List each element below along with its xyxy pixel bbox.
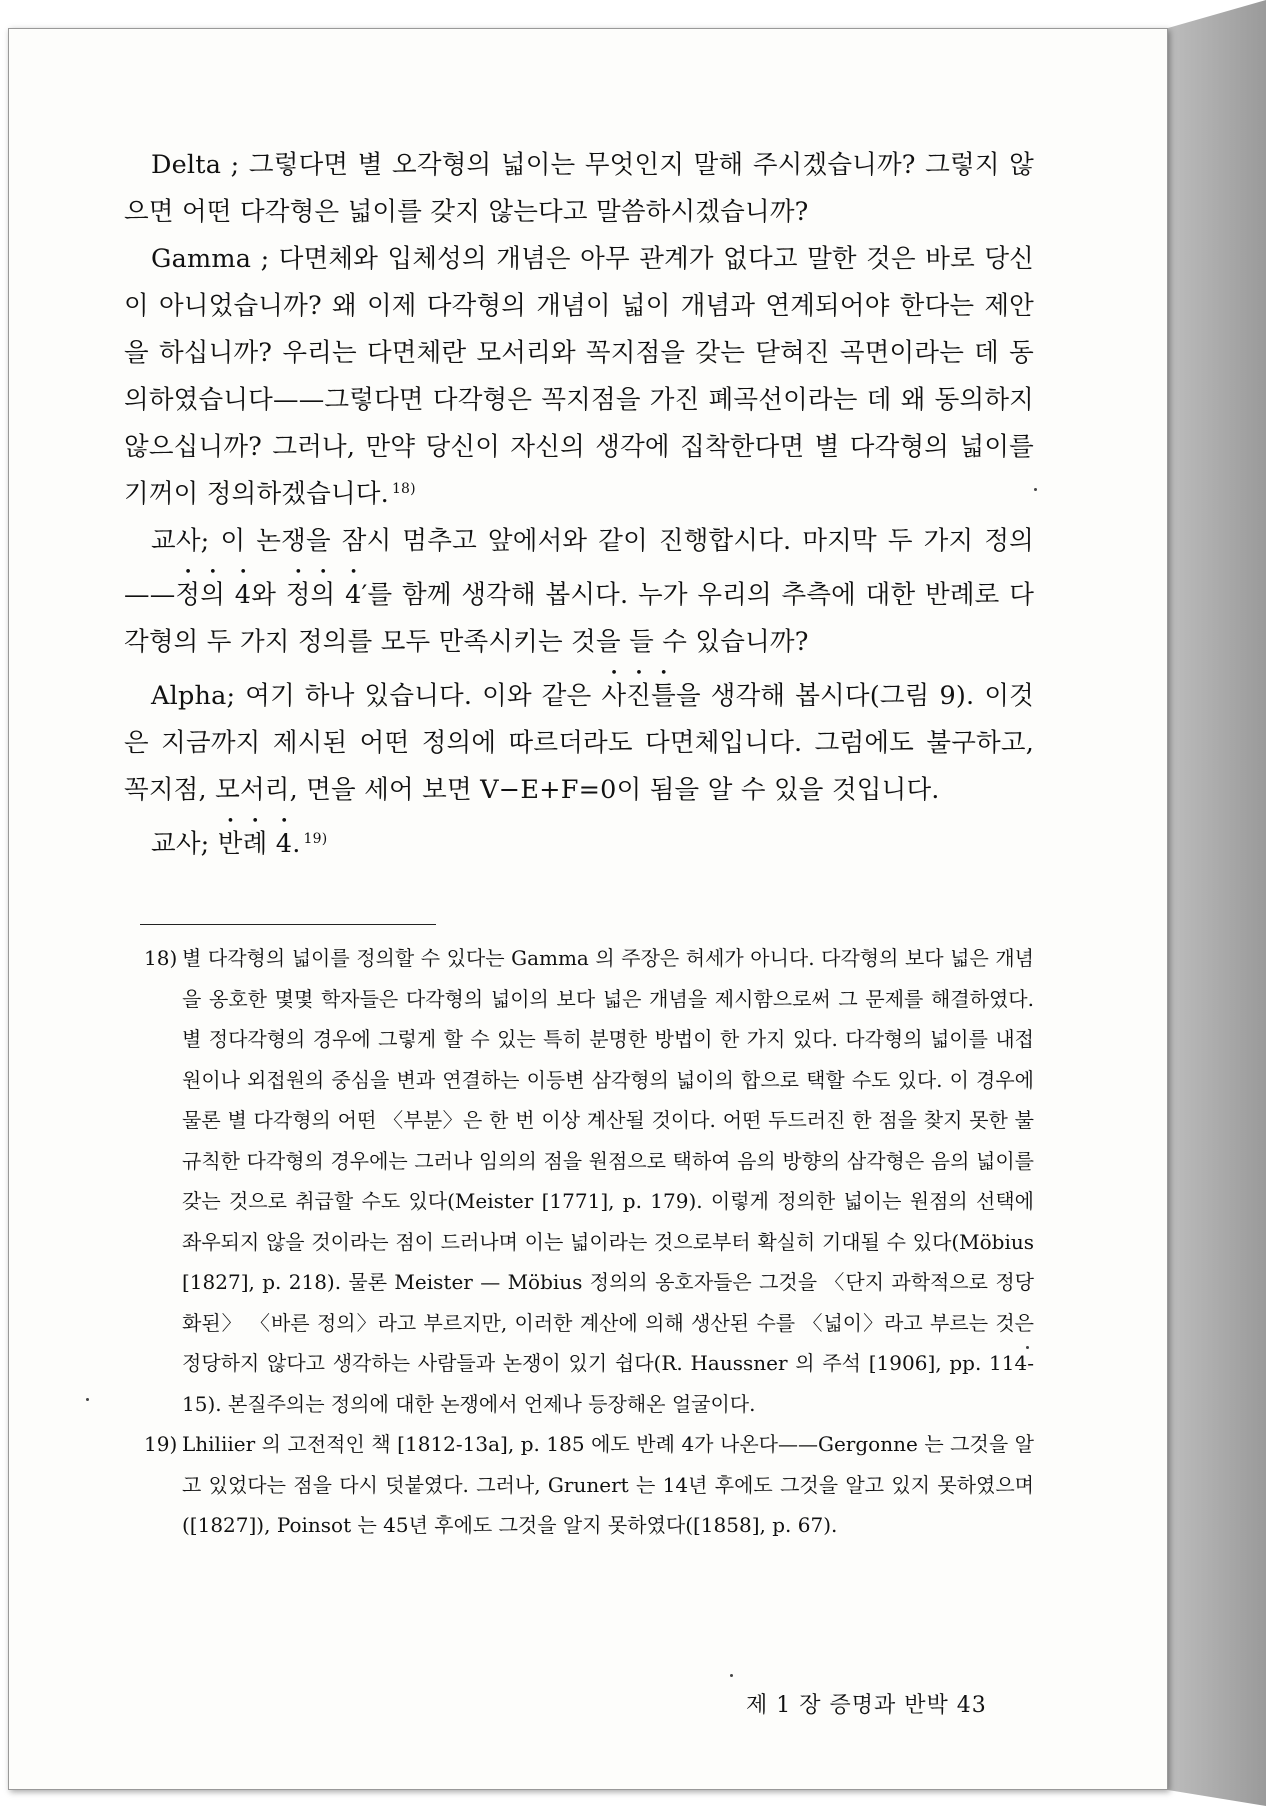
emphasis-text: 4 — [234, 580, 252, 610]
paragraph-alpha — [124, 666, 1034, 814]
emphasis-text: 반례 4 — [217, 829, 293, 859]
dialogue-text: ; 여기 하나 있습니다. 이와 같은 — [226, 681, 602, 711]
emphasis-text: 정의 — [175, 580, 226, 610]
footnote-number: 19) — [144, 1432, 178, 1456]
scan-speck — [1034, 488, 1037, 491]
running-footer — [746, 1688, 987, 1719]
speaker-label: Gamma — [151, 244, 252, 274]
scan-speck — [86, 1398, 89, 1401]
footnote-number: 18) — [144, 946, 178, 970]
speaker-label: Delta — [151, 150, 222, 180]
paragraph-teacher-1 — [124, 518, 1034, 666]
footnote-ref: 19) — [303, 830, 328, 847]
footnote-ref: 18) — [391, 480, 416, 497]
dialogue-text: 를 함께 생각해 봅시다. 누가 우리의 추측에 대한 반례로 다각형의 두 가지 정의를 모두 만족시키는 것을 들 수 있습니까? — [124, 580, 1035, 657]
dialogue-text: ; — [200, 829, 218, 859]
main-text — [124, 142, 1034, 868]
speaker-label: Alpha — [151, 681, 227, 711]
dialogue-text: 을 생각해 봅시다(그림 9). 이것은 지금까지 제시된 어떤 정의에 따르더라도 다면체입니다. 그럼에도 불구하고, 꼭지점, 모서리, 면을 세어 보면 V−E+F=0이 됨을 알 수 있을 것입니다. — [124, 681, 1034, 805]
emphasis-text: 4′ — [345, 580, 368, 610]
emphasis-text: 정의 — [285, 580, 336, 610]
paragraph-delta — [124, 142, 1034, 236]
page-number: 43 — [956, 1693, 987, 1718]
dialogue-text: . — [292, 829, 301, 859]
scan-speck — [730, 1674, 733, 1677]
speaker-label: 교사 — [151, 829, 201, 859]
emphasis-text: 사진틀 — [601, 681, 676, 711]
footnote-18 — [144, 938, 1034, 1424]
paragraph-teacher-2 — [124, 814, 1034, 868]
footnote-text: Lhiliier 의 고전적인 책 [1812-13a], p. 185 에도 반례 4가 나온다——Gergonne 는 그것을 알고 있었다는 점을 다시 덧붙였다. 그러나, Grunert 는 14년 후에도 그것을 알고 있지 못하였으며([1827]), Poinsot 는 45년 후에도 그것을 알지 못하였다([1858], p. 67). — [182, 1432, 1034, 1537]
dialogue-text — [335, 580, 345, 610]
footnote-19 — [144, 1424, 1034, 1546]
footnote-divider — [140, 924, 436, 925]
footnote-text: 별 다각형의 넓이를 정의할 수 있다는 Gamma 의 주장은 허세가 아니다. 다각형의 보다 넓은 개념을 옹호한 몇몇 학자들은 다각형의 넓이의 보다 넓은 개념을 제시함으로써 그 문제를 해결하였다. 별 정다각형의 경우에 그렇게 할 수 있는 특히 분명한 방법이 한 가지 있다. 다각형의 넓이를 내접원이나 외접원의 중심을 변과 연결하는 이등변 삼각형의 넓이의 합으로 택할 수도 있다. 이 경우에 물론 별 다각형의 어떤 〈부분〉은 한 번 이상 계산될 것이다. 어떤 두드러진 한 점을 찾지 못한 불규칙한 다각형의 경우에는 그러나 임의의 점을 원점으로 택하여 음의 방향의 삼각형은 음의 넓이를 갖는 것으로 취급할 수도 있다(Meister [1771], p. 179). 이렇게 정의한 넓이는 원점의 선택에 좌우되지 않을 것이라는 점이 드러나며 이는 넓이라는 것으로부터 확실히 기대될 수 있다(Möbius [1827], p. 218). 물론 Meister — Möbius 정의의 옹호자들은 그것을 〈단지 과학적으로 정당화된〉 〈바른 정의〉라고 부르지만, 이러한 계산에 의해 생산된 수를 〈넓이〉라고 부르는 것은 정당하지 않다고 생각하는 사람들과 논쟁이 있기 쉽다(R. Haussner 의 주석 [1906], pp. 114-15). 본질주의는 정의에 대한 논쟁에서 언제나 등장해온 얼굴이다. — [182, 946, 1034, 1416]
dialogue-text: ; 이 논쟁을 잠시 멈추고 앞에서와 같이 진행합시다. 마지막 두 가지 정의—— — [124, 526, 1034, 610]
speaker-label: 교사 — [151, 526, 201, 556]
book-edge — [1168, 0, 1266, 1806]
paragraph-gamma — [124, 236, 1034, 518]
dialogue-text: ; 다면체와 입체성의 개념은 아무 관계가 없다고 말한 것은 바로 당신이 아니었습니까? 왜 이제 다각형의 개념이 넓이 개념과 연계되어야 한다는 제안을 하십니까? 우리는 다면체란 모서리와 꼭지점을 갖는 닫혀진 곡면이라는 데 동의하였습니다——그렇다면 다각형은 꼭지점을 가진 폐곡선이라는 데 왜 동의하지 않으십니까? 그러나, 만약 당신이 자신의 생각에 집착한다면 별 다각형의 넓이를 기꺼이 정의하겠습니다. — [124, 244, 1034, 509]
chapter-title: 제 1 장 증명과 반박 — [746, 1693, 949, 1718]
scan-speck — [1026, 1346, 1029, 1349]
dialogue-text — [225, 580, 235, 610]
dialogue-text: 와 — [251, 580, 286, 610]
dialogue-text: ; 그렇다면 별 오각형의 넓이는 무엇인지 말해 주시겠습니까? 그렇지 않으면 어떤 다각형은 넓이를 갖지 않는다고 말씀하시겠습니까? — [124, 150, 1034, 227]
footnotes — [144, 938, 1034, 1546]
